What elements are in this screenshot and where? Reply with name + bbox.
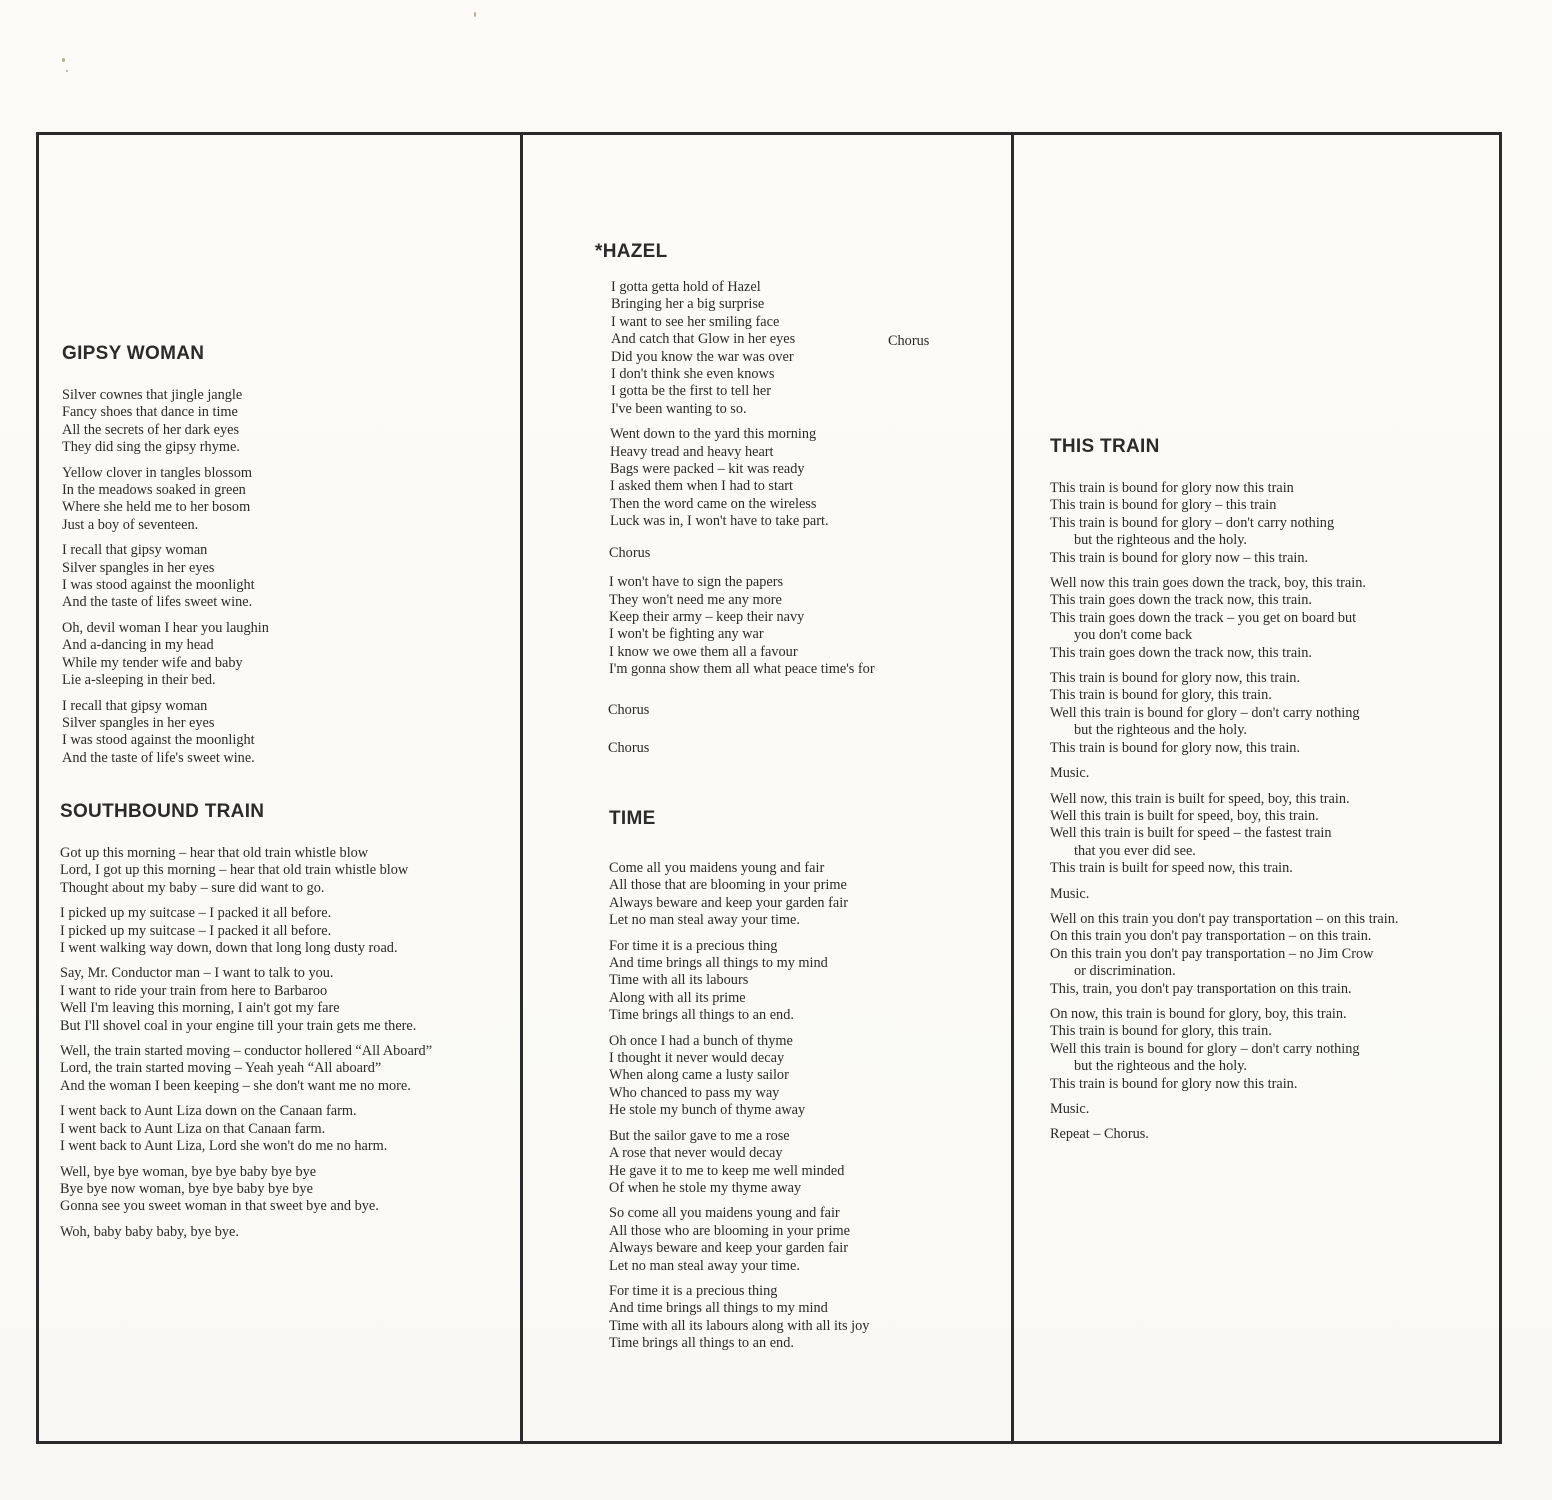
lyric-line: Who chanced to pass my way [609, 1084, 780, 1101]
lyric-line: And the woman I been keeping – she don't want me no more. [60, 1077, 411, 1094]
lyric-line: Bags were packed – kit was ready [610, 461, 805, 478]
lyric-line: Well on this train you don't pay transportation – on this train. [1050, 910, 1399, 927]
lyric-line: Oh, devil woman I hear you laughin [62, 619, 269, 636]
lyric-line: This train is bound for glory, this train. [1050, 1023, 1272, 1040]
lyric-line: Well, the train started moving – conductor hollered “All Aboard” [60, 1043, 433, 1060]
lyric-line: He gave it to me to keep me well minded [609, 1162, 845, 1179]
song-gipsy-woman [62, 343, 269, 775]
lyric-stanza [1050, 1101, 1398, 1118]
song-title: THIS TRAIN [1050, 436, 1160, 457]
lyric-line: I want to ride your train from here to Barbaroo [60, 982, 328, 999]
lyric-line: but the righteous and the holy. [1074, 722, 1247, 739]
lyric-line: I recall that gipsy woman [62, 697, 208, 714]
lyric-line: Luck was in, I won't have to take part. [610, 513, 829, 530]
lyric-line: you don't come back [1074, 627, 1193, 644]
lyric-line: I went back to Aunt Liza on that Canaan farm. [60, 1120, 326, 1137]
song-title: GIPSY WOMAN [62, 343, 205, 364]
lyric-line: Got up this morning – hear that old train whistle blow [60, 845, 369, 861]
lyric-stanza [1050, 1006, 1398, 1093]
lyric-line: He stole my bunch of thyme away [609, 1102, 806, 1119]
lyric-line: I gotta be the first to tell her [611, 383, 771, 400]
lyric-stanza [609, 1128, 869, 1198]
lyric-line: Heavy tread and heavy heart [610, 443, 774, 460]
lyric-line: They did sing the gipsy rhyme. [62, 439, 240, 456]
lyric-stanza [609, 574, 875, 678]
lyric-line: Thought about my baby – sure did want to go. [60, 879, 325, 896]
lyric-line: Just a boy of seventeen. [62, 516, 199, 533]
lyric-line: Time with all its labours [609, 972, 749, 989]
lyric-line: Well this train is built for speed, boy, this train. [1050, 807, 1319, 824]
lyric-stanza [1050, 911, 1398, 998]
lyric-stanza [60, 1224, 432, 1241]
paper-speck [474, 12, 476, 17]
lyric-line: Say, Mr. Conductor man – I want to talk to you. [60, 965, 334, 982]
lyric-line: Well this train is built for speed – the fastest train [1050, 825, 1332, 842]
lyric-line: Silver spangles in her eyes [62, 714, 215, 731]
song-lyrics [62, 387, 269, 767]
lyric-line: This train is bound for glory now – this train. [1050, 549, 1309, 566]
lyric-line: A rose that never would decay [609, 1145, 783, 1162]
lyric-line: For time it is a precious thing [609, 937, 778, 954]
lyric-line: When along came a lusty sailor [609, 1067, 789, 1084]
lyric-line: I picked up my suitcase – I packed it all before. [60, 905, 332, 922]
lyric-line: Woh, baby baby baby, bye bye. [60, 1223, 239, 1240]
lyric-line: Went down to the yard this morning [610, 426, 817, 443]
lyric-stanza [609, 938, 869, 1025]
lyric-line: This train is bound for glory – this train [1050, 497, 1277, 514]
lyric-line: This train is bound for glory now this train. [1050, 1075, 1298, 1092]
lyric-line: I won't be fighting any war [609, 626, 764, 643]
lyric-line: I gotta getta hold of Hazel [611, 279, 761, 295]
lyric-stanza [1050, 480, 1398, 567]
song-lyrics [1050, 480, 1398, 1144]
lyric-line: I've been wanting to so. [611, 400, 747, 417]
song-time [609, 808, 869, 1361]
lyric-line: All the secrets of her dark eyes [62, 421, 240, 438]
song-hazel [595, 241, 875, 757]
lyric-line: I went back to Aunt Liza, Lord she won't do me no harm. [60, 1138, 388, 1155]
lyric-line: And time brings all things to my mind [609, 1300, 828, 1317]
lyric-line: Always beware and keep your garden fair [609, 894, 848, 911]
lyric-stanza [1050, 1126, 1398, 1143]
lyric-stanza [609, 860, 869, 930]
lyric-line: I went walking way down, down that long long dusty road. [60, 940, 398, 957]
lyric-line: Lie a-sleeping in their bed. [62, 672, 216, 689]
lyric-line: Well, bye bye woman, bye bye baby bye bye [60, 1163, 317, 1180]
song-this-train [1050, 436, 1398, 1152]
lyric-line: I know we owe them all a favour [609, 643, 798, 660]
lyric-line: but the righteous and the holy. [1074, 1058, 1247, 1075]
song-lyrics [60, 845, 432, 1241]
lyric-line: Repeat – Chorus. [1050, 1126, 1149, 1143]
lyric-line: This train is bound for glory – don't carry nothing [1050, 514, 1335, 531]
lyric-line: I was stood against the moonlight [62, 732, 255, 749]
lyric-stanza [62, 387, 269, 457]
lyric-line: While my tender wife and baby [62, 654, 243, 671]
lyric-line: Time brings all things to an end. [609, 1007, 794, 1024]
lyric-line: This, train, you don't pay transportation on this train. [1050, 980, 1352, 997]
lyric-stanza [1050, 791, 1398, 878]
lyric-line: This train is bound for glory, this train. [1050, 687, 1272, 704]
lyric-line: On this train you don't pay transportation – no Jim Crow [1050, 945, 1374, 962]
lyric-stanza [611, 279, 875, 418]
song-title: TIME [609, 808, 656, 829]
lyric-line: Music. [1050, 765, 1090, 782]
lyric-line: Music. [1050, 1101, 1090, 1117]
lyric-line: But I'll shovel coal in your engine till your train gets me there. [60, 1017, 417, 1034]
lyric-line: Come all you maidens young and fair [609, 860, 825, 876]
lyric-line: And catch that Glow in her eyes [611, 331, 796, 348]
lyric-line: All those that are blooming in your prime [609, 877, 847, 894]
chorus-side-label: Chorus [888, 333, 930, 349]
lyric-line: Lord, the train started moving – Yeah yeah “All aboard” [60, 1060, 382, 1077]
lyric-line: And the taste of life's sweet wine. [62, 749, 255, 766]
lyric-line: On now, this train is bound for glory, boy, this train. [1050, 1005, 1347, 1022]
lyric-line: I'm gonna show them all what peace time's for [609, 661, 875, 678]
lyric-line: This train is bound for glory now, this train. [1050, 670, 1301, 687]
lyric-line: I asked them when I had to start [610, 478, 794, 495]
lyric-stanza [60, 905, 432, 957]
lyric-line: Along with all its prime [609, 989, 746, 1006]
lyric-line: Let no man steal away your time. [609, 1257, 800, 1274]
song-title: SOUTHBOUND TRAIN [60, 801, 265, 822]
lyric-line: This train goes down the track now, this train. [1050, 592, 1312, 609]
lyric-line: Where she held me to her bosom [62, 499, 251, 516]
song-southbound-train [60, 801, 432, 1249]
lyric-stanza [62, 698, 269, 768]
lyric-line: Always beware and keep your garden fair [609, 1240, 848, 1257]
lyric-line: In the meadows soaked in green [62, 482, 246, 499]
lyric-line: I thought it never would decay [609, 1050, 785, 1067]
chorus-label: Chorus [608, 701, 650, 718]
lyric-line: But the sailor gave to me a rose [609, 1127, 790, 1144]
lyric-stanza [62, 620, 269, 690]
lyric-line: I don't think she even knows [611, 366, 775, 383]
lyric-line: I recall that gipsy woman [62, 542, 208, 559]
lyric-line: Well this train is bound for glory – don't carry nothing [1050, 1040, 1360, 1057]
lyric-stanza [60, 965, 432, 1035]
lyric-line: Of when he stole my thyme away [609, 1179, 802, 1196]
paper-speck [66, 70, 68, 72]
lyric-stanza [1050, 575, 1398, 662]
lyric-line: Let no man steal away your time. [609, 912, 800, 929]
lyric-stanza [610, 426, 875, 530]
lyric-line: Lord, I got up this morning – hear that old train whistle blow [60, 862, 409, 879]
lyric-line: Yellow clover in tangles blossom [62, 464, 252, 481]
lyric-line: For time it is a precious thing [609, 1282, 778, 1299]
column-divider-right [1011, 132, 1014, 1444]
lyric-stanza [609, 1033, 869, 1120]
lyric-line: This train goes down the track now, this train. [1050, 644, 1312, 661]
lyric-line: Well now, this train is built for speed, boy, this train. [1050, 790, 1350, 807]
lyric-stanza [60, 1103, 432, 1155]
lyric-line: I was stood against the moonlight [62, 577, 255, 594]
lyric-line: This train is bound for glory now, this train. [1050, 739, 1301, 756]
chorus-label: Chorus [609, 544, 651, 561]
lyric-line: Well this train is bound for glory – don't carry nothing [1050, 704, 1360, 721]
lyric-line: So come all you maidens young and fair [609, 1205, 840, 1222]
lyric-line: Bye bye now woman, bye bye baby bye bye [60, 1180, 313, 1197]
lyric-stanza [1050, 886, 1398, 903]
lyric-line: I went back to Aunt Liza down on the Canaan farm. [60, 1103, 357, 1120]
song-title: *HAZEL [595, 241, 668, 262]
lyric-line: Well I'm leaving this morning, I ain't got my fare [60, 1000, 340, 1017]
lyric-line: I picked up my suitcase – I packed it all before. [60, 922, 332, 939]
chorus-label: Chorus [608, 739, 650, 756]
lyric-line: And the taste of lifes sweet wine. [62, 594, 253, 611]
lyric-line: Keep their army – keep their navy [609, 608, 805, 625]
lyric-line: that you ever did see. [1074, 842, 1196, 859]
lyric-line: All those who are blooming in your prime [609, 1222, 851, 1239]
lyric-stanza [62, 542, 269, 612]
lyric-line: On this train you don't pay transportation – on this train. [1050, 928, 1372, 945]
lyric-stanza [1050, 765, 1398, 782]
lyric-stanza [60, 845, 432, 897]
lyric-stanza [1050, 670, 1398, 757]
lyric-stanza [609, 1283, 869, 1353]
lyric-line: Silver cownes that jingle jangle [62, 387, 243, 403]
lyric-line: I won't have to sign the papers [609, 574, 784, 591]
lyric-line: Fancy shoes that dance in time [62, 404, 238, 421]
paper-speck [62, 58, 65, 62]
lyric-line: Then the word came on the wireless [610, 495, 817, 512]
lyric-line: Oh once I had a bunch of thyme [609, 1032, 793, 1049]
lyric-line: This train is bound for glory now this train [1050, 480, 1294, 496]
lyric-line: They won't need me any more [609, 591, 782, 608]
song-lyrics [609, 860, 869, 1353]
lyric-line: Did you know the war was over [611, 348, 794, 365]
lyric-line: Time with all its labours along with all its joy [609, 1317, 870, 1334]
lyric-line: or discrimination. [1074, 963, 1176, 980]
lyric-line: but the righteous and the holy. [1074, 532, 1247, 549]
lyric-line: Bringing her a big surprise [611, 296, 765, 313]
lyric-stanza [60, 1043, 432, 1095]
lyric-stanza [62, 465, 269, 535]
lyric-line: Music. [1050, 885, 1090, 902]
lyric-line: Time brings all things to an end. [609, 1335, 794, 1352]
lyric-line: Well now this train goes down the track, boy, this train. [1050, 575, 1366, 592]
lyric-line: And a-dancing in my head [62, 637, 214, 654]
lyric-line: I want to see her smiling face [611, 313, 780, 330]
lyric-stanza [609, 1205, 869, 1275]
lyric-line: This train is built for speed now, this train. [1050, 860, 1293, 877]
lyric-line: And time brings all things to my mind [609, 955, 828, 972]
lyric-line: This train goes down the track – you get on board but [1050, 609, 1357, 626]
lyric-line: Gonna see you sweet woman in that sweet bye and bye. [60, 1198, 379, 1215]
lyric-line: Silver spangles in her eyes [62, 559, 215, 576]
column-divider-left [520, 132, 523, 1444]
lyric-stanza [60, 1164, 432, 1216]
